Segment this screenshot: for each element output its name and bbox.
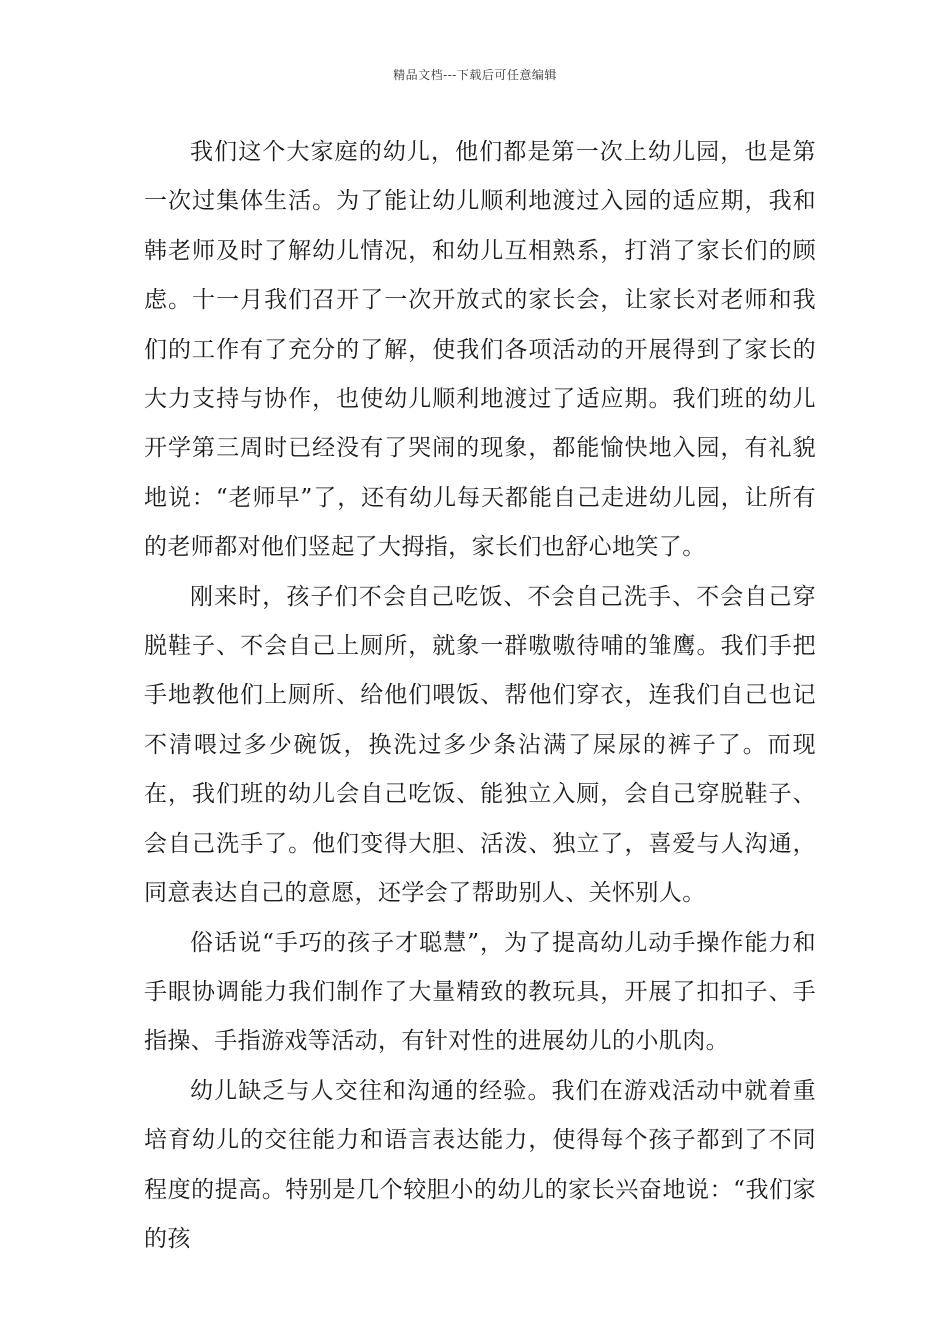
paragraph: 我们这个大家庭的幼儿，他们都是第一次上幼儿园，也是第一次过集体生活。为了能让幼儿顺利地渡过入园的适应期，我和韩老师及时了解幼儿情况，和幼儿互相熟系，打消了家长们的顾虑。十一月我们召开了一次开放式的家长会，让家长对老师和我们的工作有了充分的了解，使我们各项活动的开展得到了家长的大力支持与协作，也使幼儿顺利地渡过了适应期。我们班的幼儿开学第三周时已经没有了哭闹的现象，都能愉快地入园，有礼貌地说：“老师早”了，还有幼儿每天都能自己走进幼儿园，让所有的老师都对他们竖起了大拇指，家长们也舒心地笑了。 bbox=[144, 139, 816, 561]
paragraph: 俗话说“手巧的孩子才聪慧”，为了提高幼儿动手操作能力和手眼协调能力我们制作了大量精致的教玩具，开展了扣扣子、手指操、手指游戏等活动，有针对性的进展幼儿的小肌肉。 bbox=[144, 929, 816, 1055]
paragraph: 刚来时，孩子们不会自己吃饭、不会自己洗手、不会自己穿脱鞋子、不会自己上厕所，就象一群嗷嗷待哺的雏鹰。我们手把手地教他们上厕所、给他们喂饭、帮他们穿衣，连我们自己也记不清喂过多少碗饭，换洗过多少条沾满了屎尿的裤子了。而现在，我们班的幼儿会自己吃饭、能独立入厕，会自己穿脱鞋子、会自己洗手了。他们变得大胆、活泼、独立了，喜爱与人沟通，同意表达自己的意愿，还学会了帮助别人、关怀别人。 bbox=[144, 583, 816, 907]
document-body bbox=[144, 128, 816, 1264]
paragraph: 幼儿缺乏与人交往和沟通的经验。我们在游戏活动中就着重培育幼儿的交往能力和语言表达能力，使得每个孩子都到了不同程度的提高。特别是几个较胆小的幼儿的家长兴奋地说：“我们家的孩 bbox=[144, 1077, 816, 1252]
page-header: 精品文档---下载后可任意编辑 bbox=[393, 68, 557, 82]
